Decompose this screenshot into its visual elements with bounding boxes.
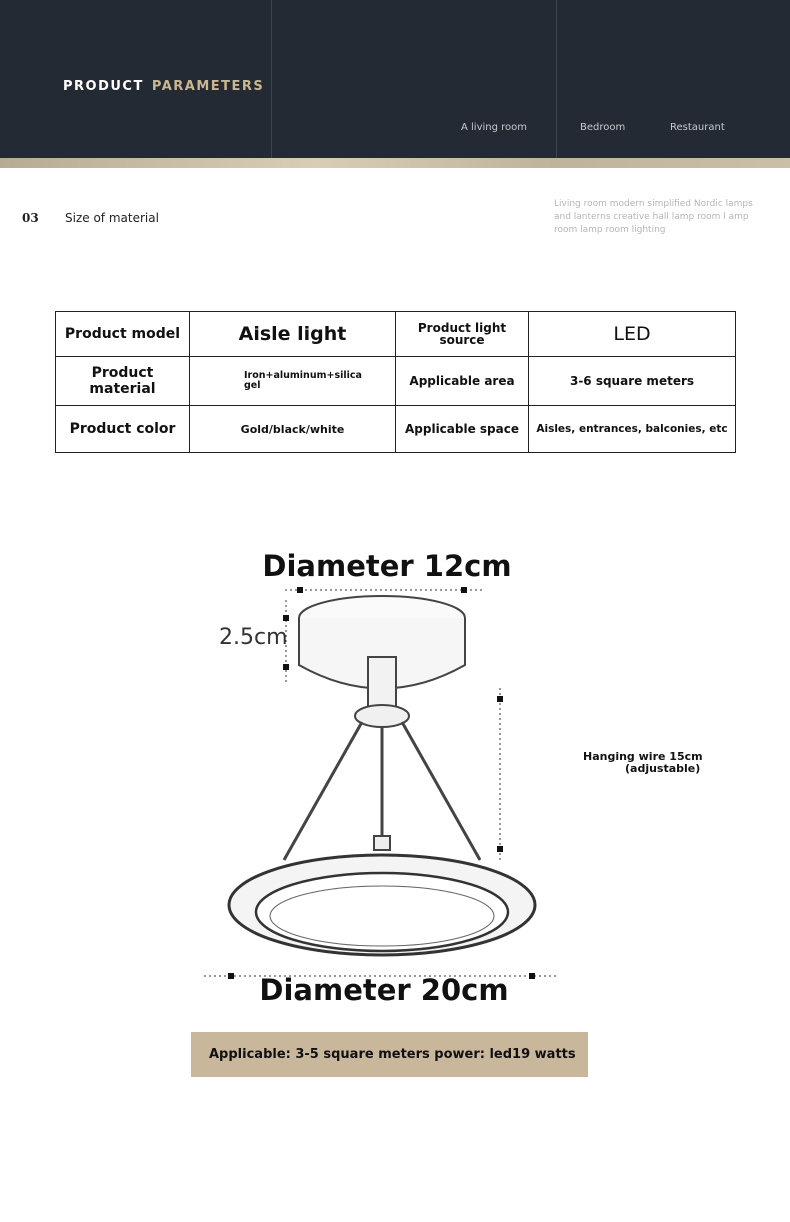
table-cell: Product color bbox=[56, 406, 190, 453]
header-banner bbox=[0, 0, 790, 160]
table-row bbox=[56, 312, 736, 357]
height-label: 2.5cm bbox=[219, 625, 288, 650]
diameter-bottom-label: Diameter 20cm bbox=[259, 973, 509, 1007]
hanging-wire-line1: Hanging wire 15cm bbox=[583, 750, 703, 763]
applicable-banner: Applicable: 3-5 square meters power: led19 watts bbox=[191, 1032, 588, 1077]
table-cell: 3-6 square meters bbox=[529, 357, 736, 406]
table-cell: Applicable area bbox=[396, 357, 529, 406]
title-product: PRODUCT bbox=[63, 79, 144, 94]
table-cell: Aisle light bbox=[190, 312, 396, 357]
section-number: 03 bbox=[22, 211, 39, 225]
table-cell: Product material bbox=[56, 357, 190, 406]
hanging-wire-line2: (adjustable) bbox=[625, 762, 701, 775]
floor-strip bbox=[0, 158, 790, 168]
title-parameters: PARAMETERS bbox=[151, 79, 265, 94]
table-cell: Applicable space bbox=[396, 406, 529, 453]
page-title bbox=[63, 79, 264, 94]
table-cell: Gold/black/white bbox=[190, 406, 396, 453]
section-title: Size of material bbox=[65, 211, 159, 225]
table-cell: LED bbox=[529, 312, 736, 357]
table-cell: Aisles, entrances, balconies, etc bbox=[529, 406, 736, 453]
header-divider bbox=[271, 0, 272, 160]
table-cell: Product light source bbox=[396, 312, 529, 357]
table-row bbox=[56, 357, 736, 406]
table-row bbox=[56, 406, 736, 453]
room-bedroom: Bedroom bbox=[580, 122, 626, 133]
parameters-table bbox=[55, 311, 736, 453]
table-cell: Iron+aluminum+silica gel bbox=[190, 357, 396, 406]
table-cell: Product model bbox=[56, 312, 190, 357]
room-restaurant: Restaurant bbox=[670, 122, 725, 133]
room-living: A living room bbox=[461, 122, 528, 133]
section-description: Living room modern simplified Nordic lamps and lanterns creative hall lamp room l amp room lamp room lighting bbox=[554, 199, 753, 235]
header-divider bbox=[556, 0, 557, 160]
diameter-top-label: Diameter 12cm bbox=[262, 549, 512, 583]
lamp-illustration bbox=[0, 540, 790, 1020]
